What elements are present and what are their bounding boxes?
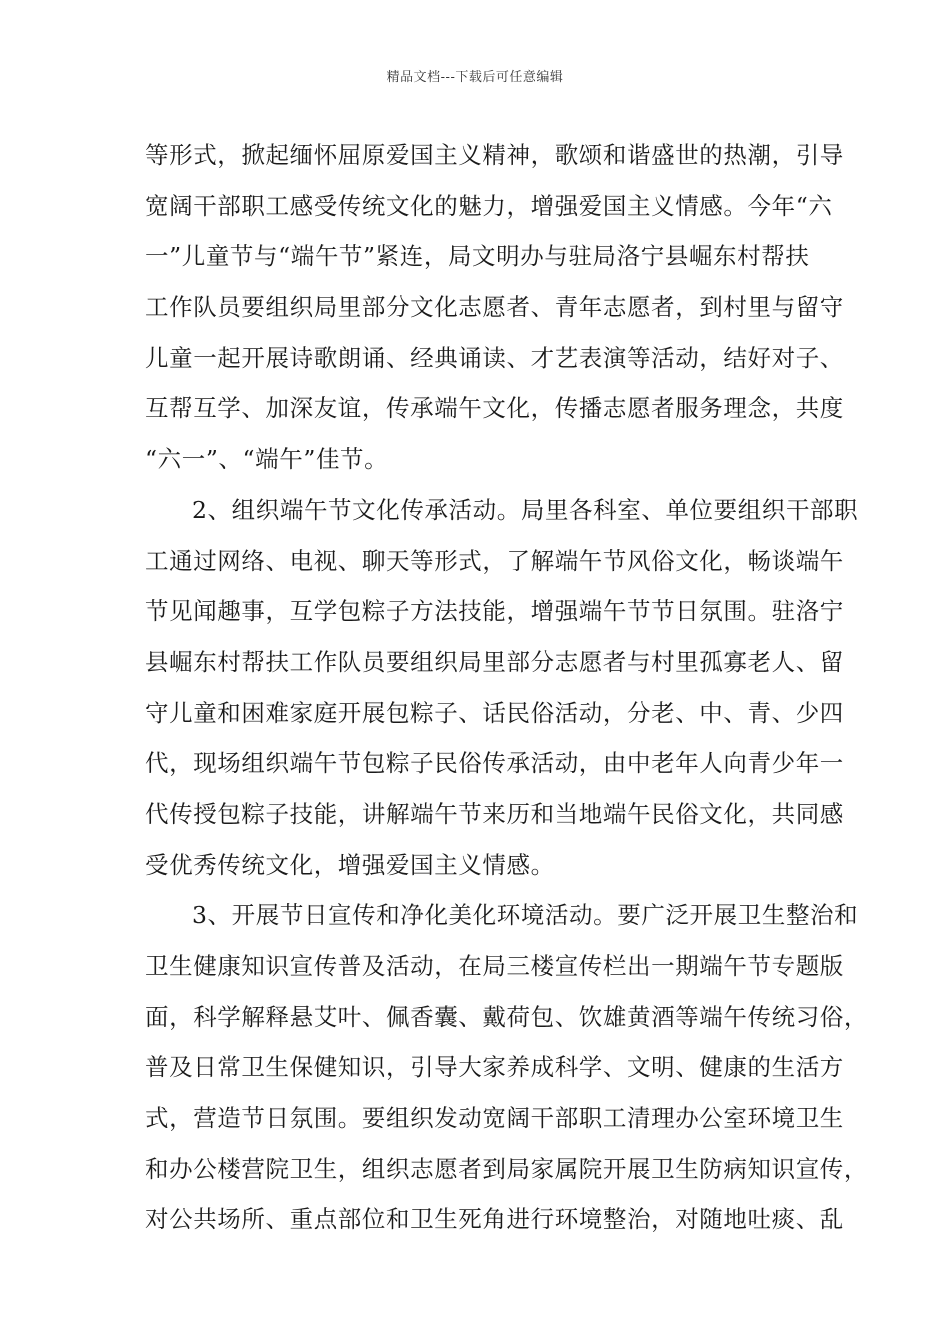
text-line: 工通过网络、电视、聊天等形式，了解端午节风俗文化，畅谈端午 bbox=[145, 546, 844, 575]
text-line: 县崛东村帮扶工作队员要组织局里部分志愿者与村里孤寡老人、留 bbox=[145, 647, 844, 676]
paragraph-2-first-line: 2、组织端午节文化传承活动。局里各科室、单位要组织干部职 bbox=[192, 495, 859, 524]
text-line: 代传授包粽子技能，讲解端午节来历和当地端午民俗文化，共同感 bbox=[145, 799, 844, 828]
text-line: 宽阔干部职工感受传统文化的魅力，增强爱国主义情感。今年“六 bbox=[145, 191, 833, 220]
text-line: 互帮互学、加深友谊，传承端午文化，传播志愿者服务理念，共度 bbox=[145, 394, 844, 423]
text-line: 普及日常卫生保健知识，引导大家养成科学、文明、健康的生活方 bbox=[145, 1053, 844, 1082]
document-body bbox=[145, 130, 868, 1245]
text-line: 式，营造节日氛围。要组织发动宽阔干部职工清理办公室环境卫生 bbox=[145, 1104, 844, 1133]
text-line: 守儿童和困难家庭开展包粽子、话民俗活动，分老、中、青、少四 bbox=[145, 698, 844, 727]
text-line: 节见闻趣事，互学包粽子方法技能，增强端午节节日氛围。驻洛宁 bbox=[145, 597, 844, 626]
page-header: 精品文档---下载后可任意编辑 bbox=[386, 70, 564, 85]
text-line: “六一”、“端午”佳节。 bbox=[145, 445, 389, 474]
text-line: 面，科学解释悬艾叶、佩香囊、戴荷包、饮雄黄酒等端午传统习俗， bbox=[145, 1002, 868, 1031]
text-line: 对公共场所、重点部位和卫生死角进行环境整治，对随地吐痰、乱 bbox=[145, 1205, 844, 1234]
paragraph-3-first-line: 3、开展节日宣传和净化美化环境活动。要广泛开展卫生整治和 bbox=[192, 901, 859, 930]
text-line: 卫生健康知识宣传普及活动，在局三楼宣传栏出一期端午节专题版 bbox=[145, 952, 844, 980]
text-line: 工作队员要组织局里部分文化志愿者、青年志愿者，到村里与留守 bbox=[145, 293, 844, 322]
text-line: 儿童一起开展诗歌朗诵、经典诵读、才艺表演等活动，结好对子、 bbox=[145, 343, 844, 372]
text-line: 和办公楼营院卫生，组织志愿者到局家属院开展卫生防病知识宣传， bbox=[145, 1154, 868, 1183]
text-line: 受优秀传统文化，增强爱国主义情感。 bbox=[145, 850, 555, 879]
text-line: 一”儿童节与“端午节”紧连，局文明办与驻局洛宁县崛东村帮扶 bbox=[145, 242, 810, 271]
text-line: 等形式，掀起缅怀屈原爱国主义精神，歌颂和谐盛世的热潮，引导 bbox=[145, 141, 844, 169]
text-line: 代，现场组织端午节包粽子民俗传承活动，由中老年人向青少年一 bbox=[145, 749, 844, 778]
